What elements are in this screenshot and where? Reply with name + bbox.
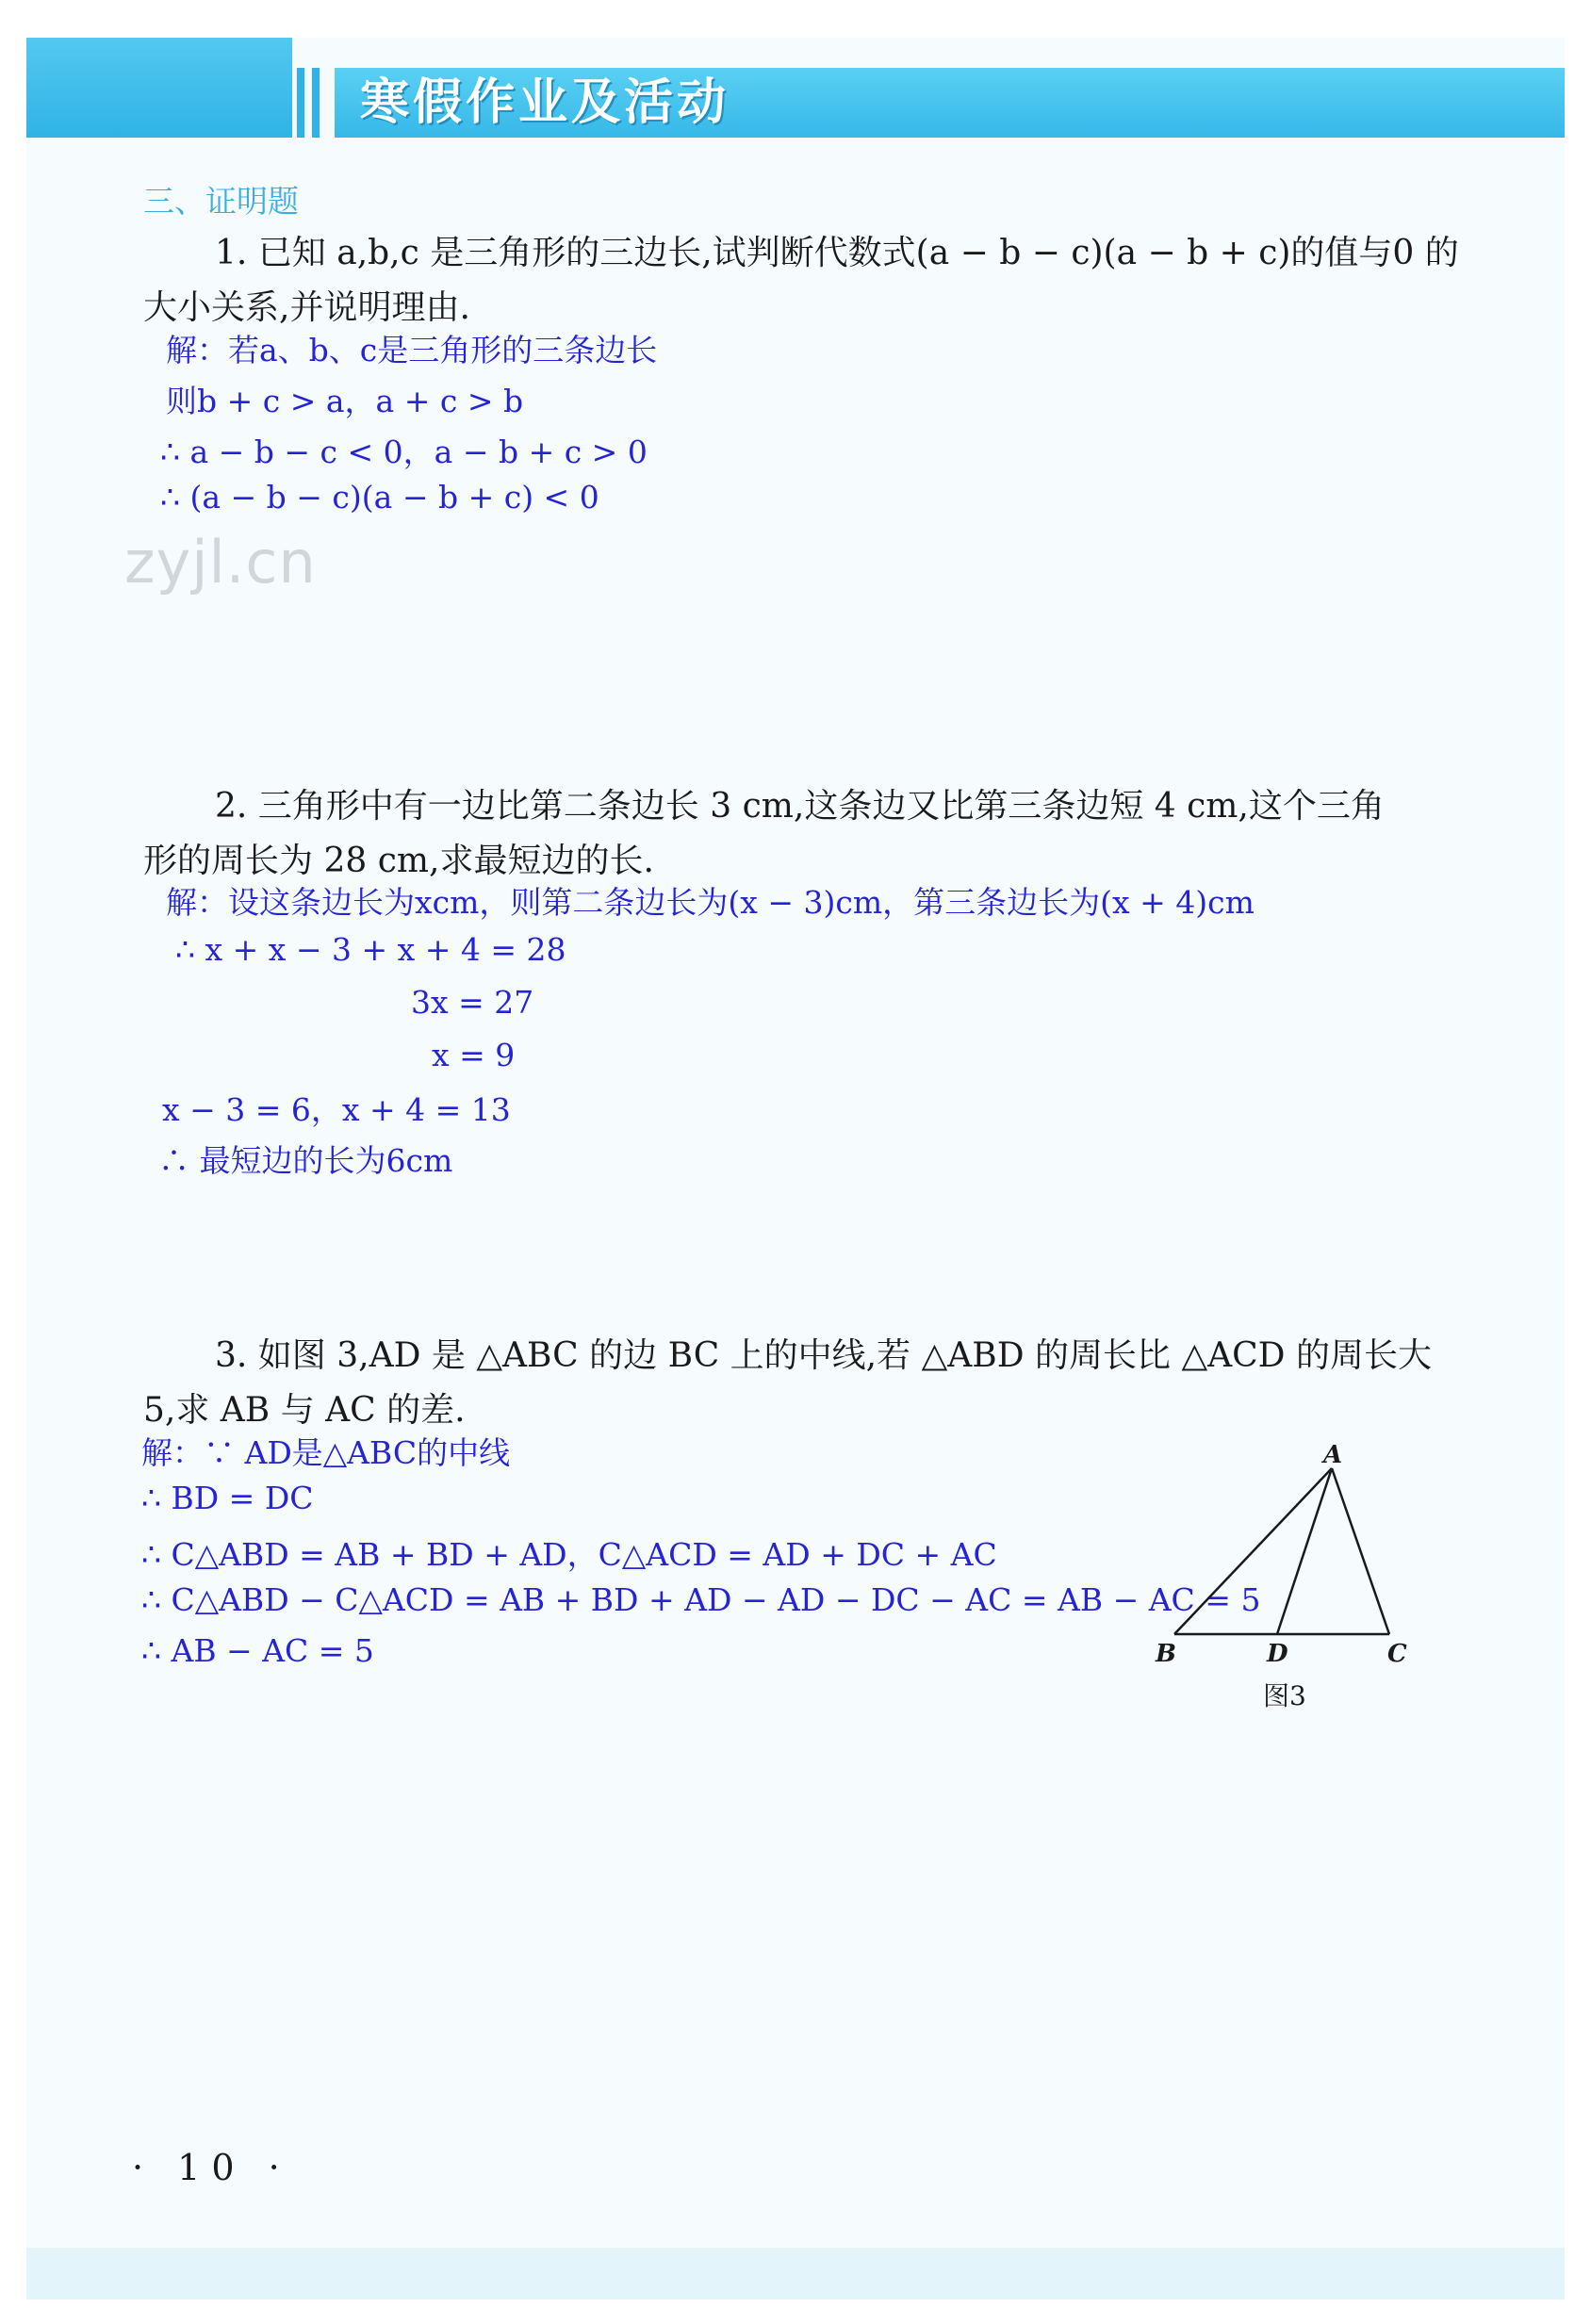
answer-2-line-1: 解：设这条边长为xcm，则第二条边长为(x − 3)cm，第三条边长为(x + 4)cm (166, 884, 1255, 921)
question-3-line-2: 5,求 AB 与 AC 的差. (143, 1391, 466, 1430)
label-b: B (1156, 1640, 1176, 1668)
answer-3-line-1: 解：∵ AD是△ABC的中线 (141, 1434, 511, 1471)
question-3-line-1: 3. 如图 3,AD 是 △ABC 的边 BC 上的中线,若 △ABD 的周长比 △ACD 的周长大 (215, 1336, 1432, 1375)
answer-1-line-2: 则b + c > a，a + c > b (166, 383, 524, 419)
answer-1-line-3: ∴ a − b − c < 0，a − b + c > 0 (160, 434, 648, 470)
side-ab (1174, 1468, 1332, 1634)
question-1-line-2: 大小关系,并说明理由. (143, 288, 470, 327)
question-3 (143, 1329, 1482, 1438)
question-2 (143, 779, 1482, 889)
triangle-figure (1131, 1442, 1433, 1678)
label-d: D (1267, 1640, 1288, 1668)
median-ad (1277, 1468, 1332, 1634)
side-ac (1332, 1468, 1389, 1634)
answer-3-line-3: ∴ C△ABD = AB + BD + AD，C△ACD = AD + DC + AC (141, 1536, 997, 1573)
label-a: A (1323, 1442, 1343, 1469)
watermark: zyjl.cn (124, 528, 317, 597)
question-1 (143, 226, 1482, 336)
answer-2-line-4: x = 9 (432, 1037, 516, 1073)
answer-2-line-3: 3x = 27 (411, 984, 534, 1021)
page-number: · 10 · (132, 2147, 291, 2188)
header-title: 寒假作业及活动 (360, 74, 730, 131)
question-2-line-1: 2. 三角形中有一边比第二条边长 3 cm,这条边又比第三条边短 4 cm,这个三角 (215, 787, 1385, 826)
answer-3-line-4: ∴ C△ABD − C△ACD = AB + BD + AD − AD − DC − AC = AB − AC = 5 (141, 1581, 1261, 1618)
bottom-band (26, 2248, 1565, 2299)
figure-caption: 图3 (1263, 1680, 1306, 1711)
answer-3-line-2: ∴ BD = DC (141, 1480, 314, 1516)
header-banner-block (26, 38, 292, 138)
answer-3-line-5: ∴ AB − AC = 5 (141, 1632, 374, 1669)
answer-1-line-1: 解：若a、b、c是三角形的三条边长 (166, 332, 658, 368)
answer-2-line-5: x − 3 = 6，x + 4 = 13 (162, 1091, 511, 1128)
answer-2-line-2: ∴ x + x − 3 + x + 4 = 28 (175, 931, 566, 968)
answer-1-line-4: ∴ (a − b − c)(a − b + c) < 0 (160, 479, 599, 516)
section-title: 三、证明题 (143, 183, 299, 220)
label-c: C (1387, 1640, 1407, 1668)
answer-2-line-6: ∴ 最短边的长为6cm (158, 1142, 453, 1179)
question-2-line-2: 形的周长为 28 cm,求最短边的长. (143, 842, 654, 880)
question-1-line-1: 1. 已知 a,b,c 是三角形的三边长,试判断代数式(a − b − c)(a − b + c)的值与0 的 (215, 234, 1459, 272)
